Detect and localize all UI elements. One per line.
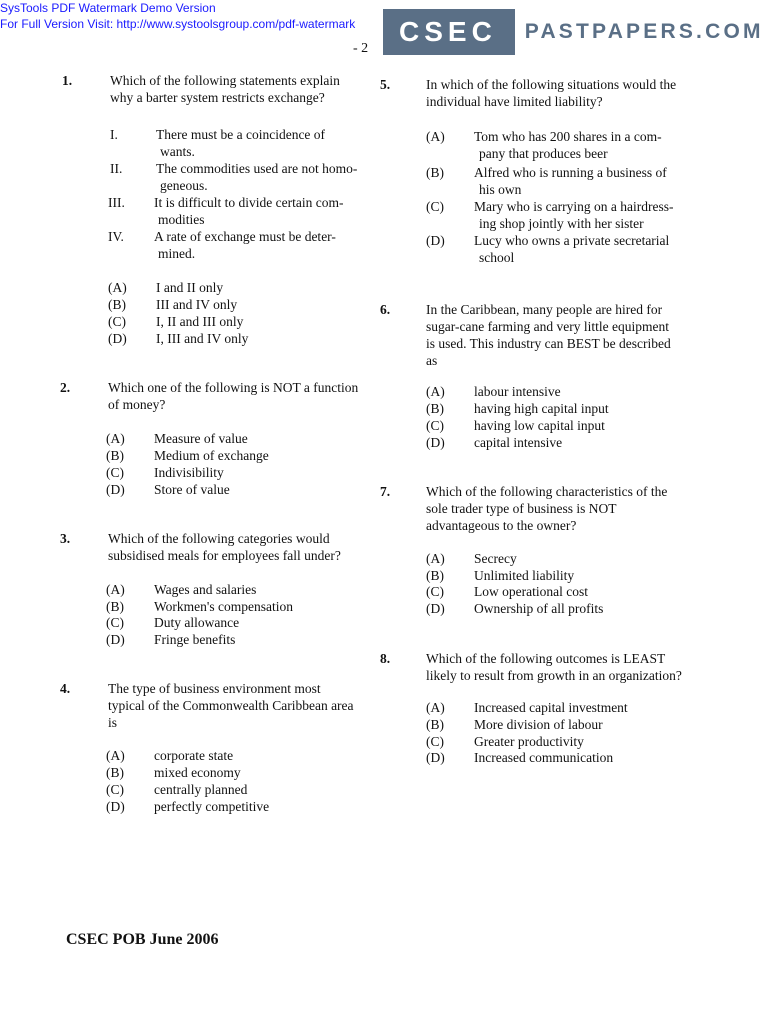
option-letter: (D)	[426, 601, 445, 616]
option-letter: (D)	[106, 482, 125, 497]
option-text: corporate state	[154, 748, 234, 763]
option-letter: (B)	[426, 165, 444, 180]
question-text-line: Which one of the following is NOT a function	[108, 380, 359, 395]
question-number: 7.	[380, 484, 391, 499]
option-letter: (B)	[106, 765, 124, 780]
option-letter: (D)	[106, 799, 125, 814]
option-text: Increased communication	[474, 750, 614, 765]
page-number: - 2	[353, 41, 369, 56]
option-letter: (B)	[108, 297, 126, 312]
question-text	[108, 530, 341, 564]
question-text-line: is	[108, 715, 118, 730]
option-text: pany that produces beer	[479, 146, 608, 161]
option-letter: (C)	[426, 734, 444, 749]
question-number: 8.	[380, 651, 391, 666]
statement-text: modities	[158, 212, 205, 227]
option-text: Tom who has 200 shares in a com-	[474, 129, 662, 144]
question-text-line: subsidised meals for employees fall under?	[108, 548, 341, 563]
option-letter: (B)	[426, 568, 444, 583]
question-text-line: sole trader type of business is NOT	[426, 501, 617, 516]
option-letter: (C)	[106, 782, 124, 797]
option-letter: (B)	[426, 401, 444, 416]
option-text: ing shop jointly with her sister	[479, 216, 644, 231]
statement-text: mined.	[158, 246, 196, 261]
option-text: Wages and salaries	[154, 582, 257, 597]
option-letter: (D)	[108, 331, 127, 346]
question-text-line: likely to result from growth in an organization?	[426, 668, 682, 683]
statement-number: II.	[110, 161, 123, 176]
option-letter: (B)	[106, 599, 124, 614]
option-text: school	[479, 250, 515, 265]
option-letter: (A)	[106, 431, 125, 446]
option-text: centrally planned	[154, 782, 248, 797]
option-text: Workmen's compensation	[154, 599, 293, 614]
question-text	[426, 650, 682, 684]
option-text: I, II and III only	[156, 314, 244, 329]
logo-box: CSEC	[383, 9, 515, 55]
csec-pastpapers-logo	[383, 8, 764, 56]
option-letter: (B)	[106, 448, 124, 463]
question-text-line: typical of the Commonwealth Caribbean area	[108, 698, 354, 713]
question-text-line: In the Caribbean, many people are hired for	[426, 302, 663, 317]
option-letter: (A)	[106, 582, 125, 597]
watermark-line-1: SysTools PDF Watermark Demo Version	[0, 1, 216, 15]
option-text: Secrecy	[474, 551, 517, 566]
question-text-line: Which of the following categories would	[108, 531, 330, 546]
statement-text: It is difficult to divide certain com-	[154, 195, 344, 210]
option-letter: (A)	[106, 748, 125, 763]
logo-text: PASTPAPERS.COM	[524, 20, 764, 43]
option-letter: (C)	[426, 584, 444, 599]
option-text: Mary who is carrying on a hairdress-	[474, 199, 674, 214]
question-text	[108, 379, 358, 413]
statement-text: The commodities used are not homo-	[156, 161, 358, 176]
option-text: his own	[479, 182, 522, 197]
option-letter: (D)	[426, 750, 445, 765]
question-text-line: Which of the following statements explain	[110, 73, 340, 88]
question-number: 1.	[62, 73, 73, 88]
option-text: Ownership of all profits	[474, 601, 604, 616]
question-text-line: advantageous to the owner?	[426, 518, 577, 533]
option-text: Lucy who owns a private secretarial	[474, 233, 670, 248]
question-number: 5.	[380, 77, 391, 92]
option-text: Unlimited liability	[474, 568, 575, 583]
question-text-line: of money?	[108, 397, 166, 412]
option-letter: (C)	[108, 314, 126, 329]
question-text-line: individual have limited liability?	[426, 94, 603, 109]
footer-exam-title: CSEC POB June 2006	[66, 931, 219, 948]
option-text: labour intensive	[474, 384, 561, 399]
option-letter: (A)	[426, 384, 445, 399]
watermark-line-2: For Full Version Visit: http://www.systoolsgroup.com/pdf-watermark	[0, 17, 356, 31]
option-text: III and IV only	[156, 297, 238, 312]
question-text	[110, 72, 340, 106]
question-text-line: In which of the following situations would the	[426, 77, 677, 92]
statement-number: I.	[110, 127, 118, 142]
question-text	[108, 680, 354, 731]
option-letter: (C)	[426, 199, 444, 214]
option-letter: (D)	[426, 435, 445, 450]
option-letter: (A)	[426, 551, 445, 566]
question-text-line: sugar-cane farming and very little equipment	[426, 319, 670, 334]
option-text: Greater productivity	[474, 734, 584, 749]
question-text	[426, 76, 676, 110]
question-text	[426, 483, 667, 534]
statement-number: III.	[108, 195, 125, 210]
option-text: Low operational cost	[474, 584, 588, 599]
question-text-line: why a barter system restricts exchange?	[110, 90, 325, 105]
option-text: More division of labour	[474, 717, 603, 732]
option-text: Duty allowance	[154, 615, 240, 630]
option-text: Fringe benefits	[154, 632, 236, 647]
question-text-line: Which of the following outcomes is LEAST	[426, 651, 666, 666]
option-text: mixed economy	[154, 765, 241, 780]
option-letter: (A)	[426, 700, 445, 715]
option-text: Increased capital investment	[474, 700, 628, 715]
question-number: 3.	[60, 531, 71, 546]
option-letter: (D)	[106, 632, 125, 647]
question-text-line: The type of business environment most	[108, 681, 321, 696]
statement-text: wants.	[160, 144, 195, 159]
question-text-line: is used. This industry can BEST be described	[426, 336, 671, 351]
statement-text: A rate of exchange must be deter-	[154, 229, 336, 244]
statement-text: geneous.	[160, 178, 208, 193]
option-text: Alfred who is running a business of	[474, 165, 667, 180]
option-text: Medium of exchange	[154, 448, 269, 463]
option-letter: (A)	[108, 280, 127, 295]
question-number: 6.	[380, 302, 391, 317]
option-letter: (B)	[426, 717, 444, 732]
option-text: Indivisibility	[154, 465, 224, 480]
question-text	[426, 301, 671, 369]
option-text: I, III and IV only	[156, 331, 249, 346]
option-text: perfectly competitive	[154, 799, 270, 814]
option-letter: (C)	[426, 418, 444, 433]
option-letter: (C)	[106, 465, 124, 480]
option-text: Measure of value	[154, 431, 248, 446]
option-letter: (D)	[426, 233, 445, 248]
question-text-line: Which of the following characteristics of the	[426, 484, 668, 499]
option-text: Store of value	[154, 482, 230, 497]
option-text: having high capital input	[474, 401, 609, 416]
option-letter: (C)	[106, 615, 124, 630]
option-letter: (A)	[426, 129, 445, 144]
statement-number: IV.	[108, 229, 124, 244]
question-number: 4.	[60, 681, 71, 696]
option-text: I and II only	[156, 280, 224, 295]
option-text: capital intensive	[474, 435, 563, 450]
question-number: 2.	[60, 380, 71, 395]
question-text-line: as	[426, 353, 438, 368]
statement-text: There must be a coincidence of	[156, 127, 326, 142]
watermark-banner	[0, 0, 355, 32]
option-text: having low capital input	[474, 418, 605, 433]
